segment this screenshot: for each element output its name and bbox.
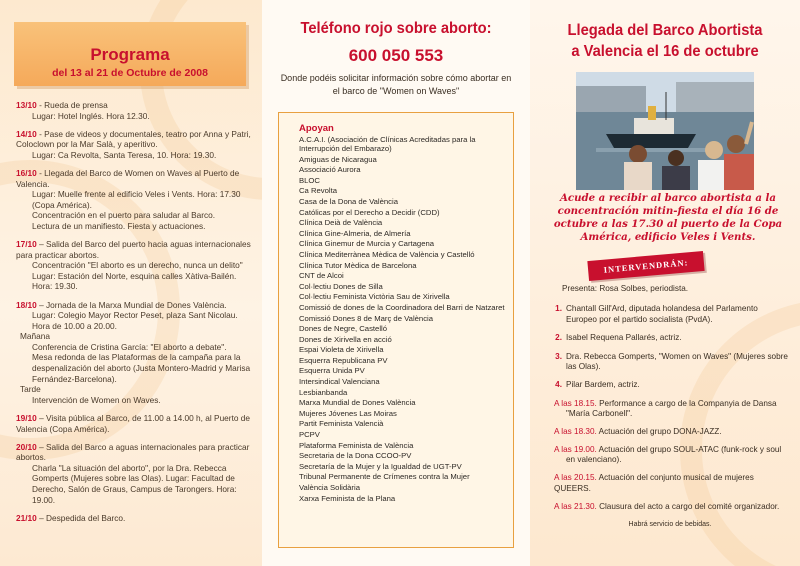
- event-section-line: Intervención de Women on Waves.: [32, 394, 161, 405]
- speaker-text: Dra. Rebecca Gomperts, "Women on Waves" (Mujeres sobre las Olas).: [566, 351, 788, 372]
- act-text: Actuación del grupo SOUL-ATAC (funk-rock y soul: [596, 445, 782, 455]
- event-detail: Lugar: Estación del Norte, esquina calles Xàtiva-Bailén.: [32, 270, 237, 281]
- act-line: [554, 445, 790, 455]
- act-text: Clausura del acto a cargo del comité organizador.: [596, 501, 780, 511]
- event-section-line: Mesa redonda de las Plataformas de la campaña para la despenalización del aborto (Justa Montero-Madrid y Marisa Fernández-Barcelona).: [32, 352, 251, 384]
- event-title: - Llegada del Barco de Women on Waves al Puerto de Valencia.: [16, 167, 240, 189]
- programa-title: Programa: [90, 45, 170, 64]
- act-item: [550, 399, 790, 420]
- supporter-item: Comissió de dones de la Coordinadora del Barri de Natzaret: [299, 302, 505, 312]
- supporter-item: Partit Feminista Valencià: [299, 419, 384, 429]
- presenta-line: Presenta: Rosa Solbes, periodista.: [562, 284, 689, 293]
- event-item: [16, 413, 252, 434]
- supporter-item: València Solidària: [299, 483, 360, 492]
- supporter-item: Plataforma Feminista de València: [299, 440, 414, 450]
- supporter-item: Marxa Mundial de Dones València: [299, 398, 416, 408]
- event-item: [16, 513, 252, 524]
- speaker-text: Pilar Bardem, actriz.: [566, 380, 640, 390]
- event-title: – Salida del Barco del puerto hacia aguas internacionales para practicar abortos.: [16, 239, 251, 260]
- event-item: [16, 129, 252, 161]
- programa-dates: del 13 al 21 de Octubre de 2008: [52, 67, 208, 79]
- act-item: [550, 473, 790, 494]
- event-detail: Concentración "El aborto es un derecho, nunca un delito": [32, 260, 243, 271]
- supporter-item: Xarxa Feminista de la Plana: [299, 493, 396, 503]
- apoyan-column: [262, 0, 530, 566]
- event-date: 17/10: [16, 239, 37, 250]
- arrival-title-line-1: Llegada del Barco Abortista: [567, 22, 763, 39]
- act-continuation: "María Carbonell".: [566, 409, 633, 419]
- event-detail: Lugar: Ca Revolta, Santa Teresa, 10. Hora: 19.30.: [32, 149, 217, 160]
- act-text: Actuación del conjunto musical de mujeres QUEERS.: [554, 473, 754, 493]
- event-detail: Lugar: Muelle frente al edificio Veles i Vents. Hora: 17.30 (Copa América).: [32, 189, 241, 210]
- event-date: 16/10: [16, 167, 37, 178]
- phone-number: 600 050 553: [348, 46, 444, 65]
- supporter-item: Col·lectiu Feminista Victòria Sau de Xirivella: [299, 292, 450, 302]
- supporter-item: BLOC: [299, 175, 320, 185]
- programa-header-box: [14, 22, 246, 86]
- act-time: A las 21.30.: [554, 501, 597, 511]
- speaker-list: [550, 304, 790, 390]
- speakers-section: [550, 284, 790, 530]
- event-detail: Lugar: Hotel Inglés. Hora 12.30.: [32, 110, 150, 121]
- invitation-text: Acude a recibir al barco abortista a la concentración mitin-fiesta el día 16 de octubre a las 17.30 al puerto de la Copa América, edificio Veles i Vents.: [553, 192, 783, 243]
- event-headline: [16, 168, 252, 189]
- event-title: - Pase de videos y documentales, teatro por Anna y Patri, Coloclown por la Mar Salà, y aperitivo.: [16, 128, 251, 150]
- supporter-item: Dones de Xirivella en acció: [299, 334, 392, 344]
- event-section-line: Conferencia de Cristina García: "El aborto a debate".: [32, 341, 227, 352]
- boat-photo: [576, 72, 754, 190]
- speaker-number: 2.: [555, 333, 562, 343]
- supporter-item: Amiguas de Nicaragua: [299, 154, 377, 164]
- event-headline: [16, 300, 252, 311]
- event-date: 20/10: [16, 441, 37, 452]
- supporter-item: Lesbianbanda: [299, 387, 348, 397]
- event-date: 21/10: [16, 512, 37, 523]
- event-title: – Visita pública al Barco, de 11.00 a 14.00 h, al Puerto de Valencia (Copa América).: [16, 412, 251, 434]
- supporter-item: Clínica Deià de València: [299, 218, 383, 228]
- event-section-label: Mañana: [20, 331, 50, 342]
- supporter-item: Mujeres Jóvenes Las Moiras: [299, 408, 397, 418]
- speaker-text: Chantall Gill'Ard, diputada holandesa del Parlamento Europeo por el partido socialista (PvdA).: [566, 304, 758, 324]
- event-item: [16, 442, 252, 506]
- event-detail: Hora de 10.00 a 20.00.: [32, 320, 117, 331]
- supporter-item: Espai Violeta de Xirivella: [299, 345, 384, 355]
- supporter-item: Dones de Negre, Castelló: [299, 324, 388, 334]
- supporter-item: Associació Aurora: [299, 165, 361, 175]
- apoyan-title: Apoyan: [299, 123, 334, 134]
- supporter-item: Esquerra Republicana PV: [299, 355, 388, 365]
- event-list: [16, 100, 252, 531]
- supporter-item: Clínica Gine-Almeria, de Almería: [299, 228, 411, 238]
- act-time: A las 18.30.: [554, 427, 597, 437]
- event-headline: [16, 100, 252, 111]
- act-line: [554, 473, 790, 494]
- speaker-number: 4.: [555, 380, 562, 390]
- event-detail: Hora: 19.30.: [32, 281, 78, 292]
- llegada-column: [530, 0, 800, 566]
- speaker-number: 3.: [555, 351, 562, 361]
- act-continuation: en valenciano).: [566, 455, 622, 465]
- act-time: A las 20.15.: [554, 473, 597, 483]
- act-text: Performance a cargo de la Companyia de Dansa: [596, 398, 777, 408]
- supporter-item: Secretaria de la Dona CCOO-PV: [299, 451, 412, 461]
- event-detail: Concentración en el puerto para saludar al Barco.: [32, 210, 216, 221]
- act-line: [554, 502, 790, 512]
- event-headline: [16, 513, 252, 524]
- event-title: – Jornada de la Marxa Mundial de Dones València.: [36, 299, 227, 310]
- event-date: 18/10: [16, 299, 37, 310]
- supporter-item: Católicas por el Derecho a Decidir (CDD): [299, 207, 440, 217]
- act-line: [554, 399, 790, 409]
- event-section-label: Tarde: [20, 384, 41, 395]
- supporters-list: [299, 135, 513, 504]
- speaker-item: [550, 380, 790, 390]
- event-headline: [16, 129, 252, 150]
- apoyan-box: [278, 112, 514, 548]
- supporter-item: Ca Revolta: [299, 186, 338, 196]
- event-title: – Salida del Barco a aguas internacionales para practicar abortos.: [16, 441, 250, 463]
- supporter-item: Clínica Ginemur de Murcia y Cartagena: [299, 239, 435, 249]
- speaker-item: [550, 352, 790, 373]
- supporter-item: Comissió Dones 8 de Març de València: [299, 313, 434, 323]
- act-text: Actuación del grupo DONA-JAZZ.: [596, 427, 722, 437]
- event-item: [16, 168, 252, 232]
- event-headline: [16, 413, 252, 434]
- event-title: – Despedida del Barco.: [36, 512, 126, 523]
- supporter-item: PCPV: [299, 430, 320, 440]
- supporter-item: A.C.A.I. (Asociación de Clínicas Acreditadas para la Interrupción del Embarazo): [299, 135, 476, 153]
- speaker-number: 1.: [555, 304, 562, 314]
- speaker-item: [550, 304, 790, 325]
- act-item: [550, 427, 790, 437]
- supporter-item: Esquerra Unida PV: [299, 366, 365, 376]
- event-headline: [16, 442, 252, 463]
- programa-column: [0, 0, 262, 566]
- phone-description: Donde podéis solicitar información sobre cómo abortar en el barco de "Women on Waves": [280, 73, 512, 96]
- supporter-item: Intersindical Valenciana: [299, 377, 380, 387]
- phone-title: Teléfono rojo sobre aborto:: [300, 20, 492, 37]
- event-item: [16, 100, 252, 121]
- act-line: [554, 427, 790, 437]
- act-item: [550, 445, 790, 466]
- event-detail: Charla "La situación del aborto", por la Dra. Rebecca Gomperts (Mujeres sobre las Olas). Lugar: Facultad de Derecho, Salón de Graus, Campus de Tarongers. Hora: 19.00.: [32, 462, 237, 505]
- speaker-item: [550, 333, 790, 343]
- supporter-item: Secretaría de la Mujer y la Igualdad de UGT-PV: [299, 461, 462, 471]
- supporter-item: CNT de Alcoi: [299, 271, 344, 281]
- event-title: - Rueda de prensa: [36, 100, 108, 110]
- event-date: 14/10: [16, 128, 37, 139]
- act-time: A las 19.00.: [554, 445, 597, 455]
- boat-photo-illustration: [576, 72, 754, 190]
- act-time: A las 18.15.: [554, 398, 597, 408]
- speaker-text: Isabel Requena Pallarés, actriz.: [566, 333, 682, 343]
- act-item: [550, 502, 790, 512]
- supporter-item: Tribunal Permanente de Crímenes contra la Mujer: [299, 472, 470, 482]
- acts-list: [550, 399, 790, 512]
- event-item: [16, 239, 252, 292]
- event-headline: [16, 239, 252, 260]
- event-detail: Lugar: Colegio Mayor Rector Peset, plaza Sant Nicolau.: [32, 310, 238, 321]
- arrival-title-line-2: a Valencia el 16 de octubre: [571, 43, 759, 60]
- supporter-item: Clínica Mediterrànea Mèdica de València y Castelló: [299, 249, 475, 259]
- event-date: 19/10: [16, 412, 37, 423]
- bebidas-note: Habrá servicio de bebidas.: [628, 520, 712, 528]
- event-detail: Lectura de un manifiesto. Fiesta y actuaciones.: [32, 220, 206, 231]
- event-date: 13/10: [16, 100, 37, 110]
- supporter-item: Clínica Tutor Mèdica de Barcelona: [299, 260, 417, 270]
- supporter-item: Casa de la Dona de València: [299, 196, 399, 206]
- arrival-title: [541, 20, 789, 62]
- supporter-item: Col·lectiu Dones de Silla: [299, 281, 383, 291]
- event-item: [16, 300, 252, 406]
- intervendran-badge: INTERVENDRÁN:: [587, 251, 704, 281]
